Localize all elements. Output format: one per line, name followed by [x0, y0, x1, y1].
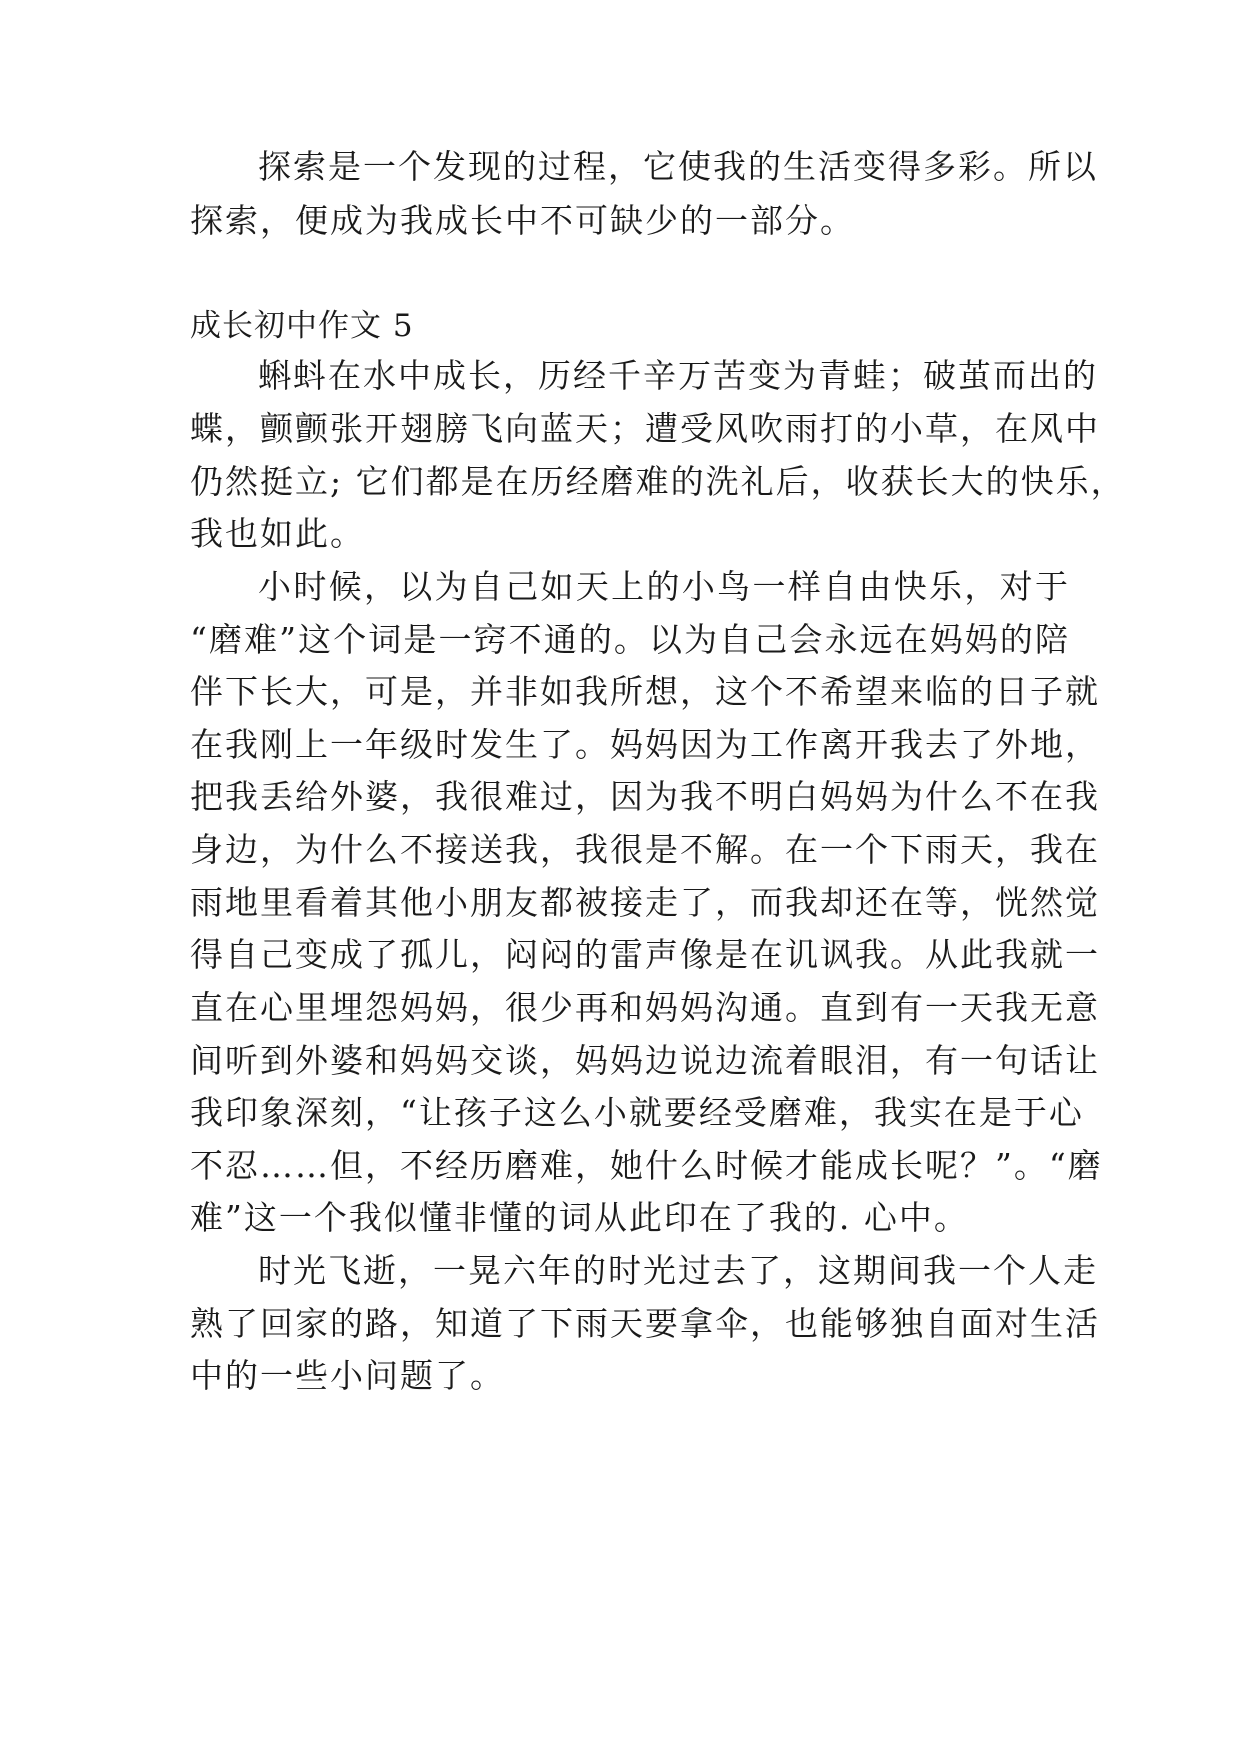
- paragraph-1-line: 仍然挺立; 它们都是在历经磨难的洗礼后，收获长大的快乐，: [190, 462, 1126, 501]
- paragraph-2-line: 间听到外婆和妈妈交谈，妈妈边说边流着眼泪，有一句话让: [190, 1041, 1100, 1080]
- paragraph-3-line: 熟了回家的路，知道了下雨天要拿伞，也能够独自面对生活: [190, 1304, 1100, 1343]
- paragraph-1-line: 蝌蚪在水中成长，历经千辛万苦变为青蛙；破茧而出的: [258, 356, 1098, 395]
- paragraph-2-line: 难”这一个我似懂非懂的词从此印在了我的. 心中。: [190, 1198, 969, 1237]
- paragraph-3-line: 时光飞逝，一晃六年的时光过去了，这期间我一个人走: [258, 1251, 1098, 1290]
- intro-line-2: 探索，便成为我成长中不可缺少的一部分。: [190, 201, 855, 240]
- paragraph-1-line: 蝶，颤颤张开翅膀飞向蓝天；遭受风吹雨打的小草，在风中: [190, 409, 1100, 448]
- paragraph-2-line: “磨难”这个词是一窍不通的。以为自己会永远在妈妈的陪: [190, 620, 1070, 659]
- paragraph-2-line: 不忍……但，不经历磨难，她什么时候才能成长呢？”。“磨: [190, 1146, 1103, 1185]
- section-title: 成长初中作文 5: [190, 308, 414, 344]
- paragraph-2-line: 雨地里看着其他小朋友都被接走了，而我却还在等，恍然觉: [190, 883, 1100, 922]
- paragraph-2-line: 小时候，以为自己如天上的小鸟一样自由快乐，对于: [258, 567, 1070, 606]
- paragraph-2-line: 把我丢给外婆，我很难过，因为我不明白妈妈为什么不在我: [190, 777, 1100, 816]
- paragraph-2-line: 在我刚上一年级时发生了。妈妈因为工作离开我去了外地，: [190, 725, 1100, 764]
- paragraph-2-line: 我印象深刻，“让孩子这么小就要经受磨难，我实在是于心: [190, 1093, 1084, 1132]
- paragraph-2-line: 得自己变成了孤儿，闷闷的雷声像是在讥讽我。从此我就一: [190, 935, 1100, 974]
- paragraph-1-line: 我也如此。: [190, 514, 365, 553]
- intro-line-1: 探索是一个发现的过程，它使我的生活变得多彩。所以: [258, 147, 1098, 186]
- paragraph-3-line: 中的一些小问题了。: [190, 1356, 505, 1395]
- paragraph-2-line: 身边，为什么不接送我，我很是不解。在一个下雨天，我在: [190, 830, 1100, 869]
- paragraph-2-line: 直在心里埋怨妈妈，很少再和妈妈沟通。直到有一天我无意: [190, 988, 1100, 1027]
- paragraph-2-line: 伴下长大，可是，并非如我所想，这个不希望来临的日子就: [190, 672, 1100, 711]
